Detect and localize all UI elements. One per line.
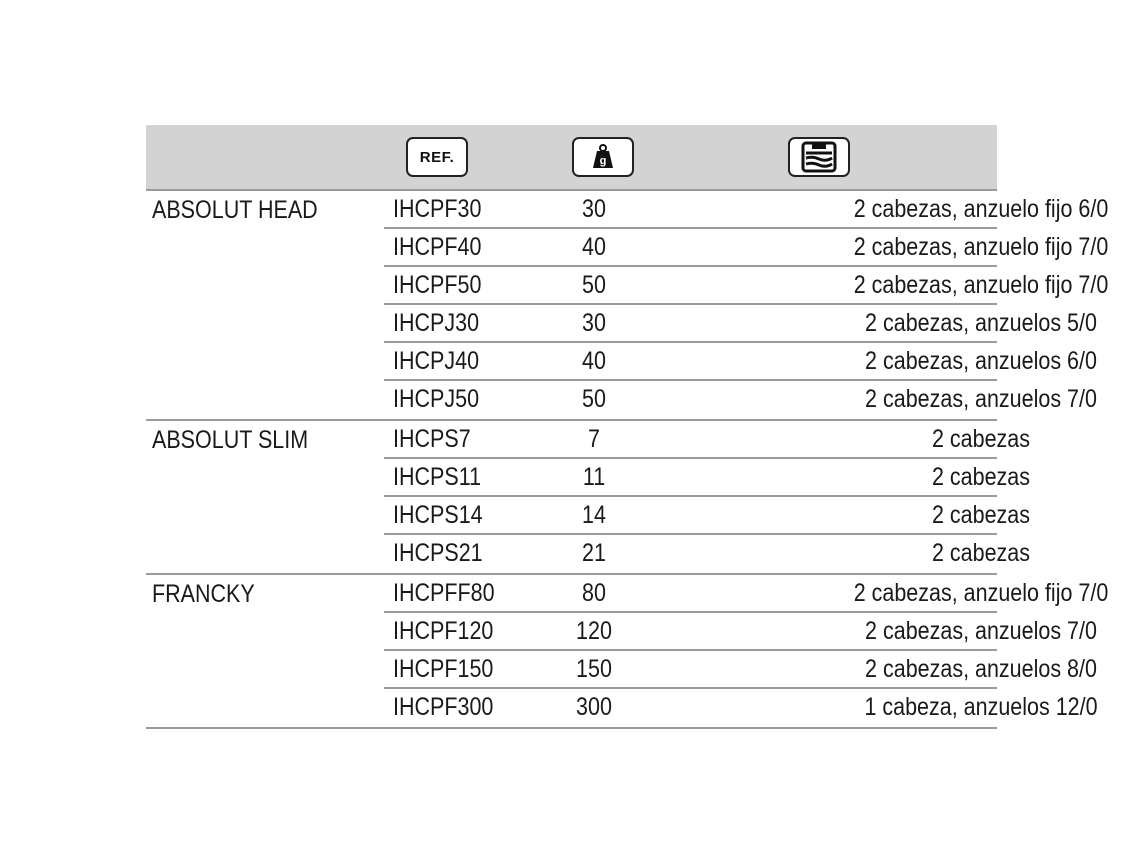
group-francky: [146, 575, 1109, 729]
table-row: [384, 381, 1097, 419]
ref-cell: IHCPS11: [393, 463, 482, 491]
weight-value: 300: [576, 693, 612, 721]
weight-value: 30: [582, 195, 606, 223]
ref-cell: IHCPF120: [393, 617, 494, 645]
ref-label: REF.: [419, 148, 455, 166]
table-row: [384, 497, 1031, 535]
ref-cell: IHCPS14: [393, 501, 483, 529]
table-row: [384, 613, 1097, 651]
description-value: 2 cabezas, anzuelos 7/0: [865, 617, 1097, 645]
table-row: [384, 229, 1109, 267]
group-absolut-head: [146, 191, 1109, 421]
group-name: ABSOLUT SLIM: [152, 426, 309, 454]
hook-card-glyph: [801, 141, 837, 173]
ref-cell: IHCPJ40: [393, 347, 480, 375]
weight-icon: [572, 137, 634, 177]
weight-value: 30: [582, 309, 606, 337]
ref-cell: IHCPF150: [393, 655, 494, 683]
ref-cell: IHCPJ50: [393, 385, 480, 413]
table-row: [384, 305, 1097, 343]
weight-value: 150: [576, 655, 612, 683]
table-row: [384, 575, 1109, 613]
table-row: [384, 459, 1031, 497]
weight-value: 11: [582, 463, 606, 491]
table-row: [384, 651, 1097, 689]
table-header: [146, 125, 997, 191]
description-value: 2 cabezas: [931, 501, 1031, 529]
hook-card-icon: [788, 137, 850, 177]
ref-cell: IHCPF300: [393, 693, 494, 721]
product-table: [146, 125, 1109, 729]
table-row: [384, 343, 1097, 381]
weight-value: 120: [576, 617, 612, 645]
description-value: 1 cabeza, anzuelos 12/0: [864, 693, 1098, 721]
description-value: 2 cabezas, anzuelos 5/0: [865, 309, 1097, 337]
weight-value: 50: [582, 385, 606, 413]
ref-cell: IHCPF50: [393, 271, 482, 299]
weight-value: 40: [582, 233, 606, 261]
ref-column-header: [406, 137, 468, 177]
ref-cell: IHCPJ30: [393, 309, 480, 337]
ref-cell: IHCPS21: [393, 539, 483, 567]
group-absolut-slim: [146, 421, 1031, 575]
ref-cell: IHCPS7: [393, 425, 471, 453]
weight-glyph: [590, 144, 616, 170]
description-value: 2 cabezas, anzuelo fijo 7/0: [853, 271, 1109, 299]
description-value: 2 cabezas, anzuelos 6/0: [865, 347, 1097, 375]
ref-cell: IHCPF40: [393, 233, 482, 261]
group-name: ABSOLUT HEAD: [152, 196, 318, 224]
weight-value: 14: [582, 501, 606, 529]
weight-value: 40: [582, 347, 606, 375]
weight-value: 50: [582, 271, 606, 299]
description-value: 2 cabezas, anzuelo fijo 7/0: [853, 579, 1109, 607]
table-row: [384, 191, 1109, 229]
table-row: [384, 689, 1098, 727]
description-value: 2 cabezas, anzuelo fijo 6/0: [853, 195, 1109, 223]
table-row: [384, 267, 1109, 305]
ref-cell: IHCPFF80: [393, 579, 495, 607]
description-value: 2 cabezas, anzuelos 8/0: [865, 655, 1097, 683]
description-value: 2 cabezas, anzuelo fijo 7/0: [853, 233, 1109, 261]
weight-value: 80: [582, 579, 606, 607]
weight-value: 7: [588, 425, 600, 453]
group-name: FRANCKY: [152, 580, 255, 608]
description-value: 2 cabezas: [931, 539, 1031, 567]
description-value: 2 cabezas: [931, 425, 1031, 453]
description-value: 2 cabezas: [931, 463, 1031, 491]
ref-cell: IHCPF30: [393, 195, 482, 223]
table-row: [384, 535, 1031, 573]
table-row: [384, 421, 1031, 459]
description-value: 2 cabezas, anzuelos 7/0: [865, 385, 1097, 413]
svg-text:g: g: [599, 155, 607, 167]
weight-value: 21: [582, 539, 606, 567]
